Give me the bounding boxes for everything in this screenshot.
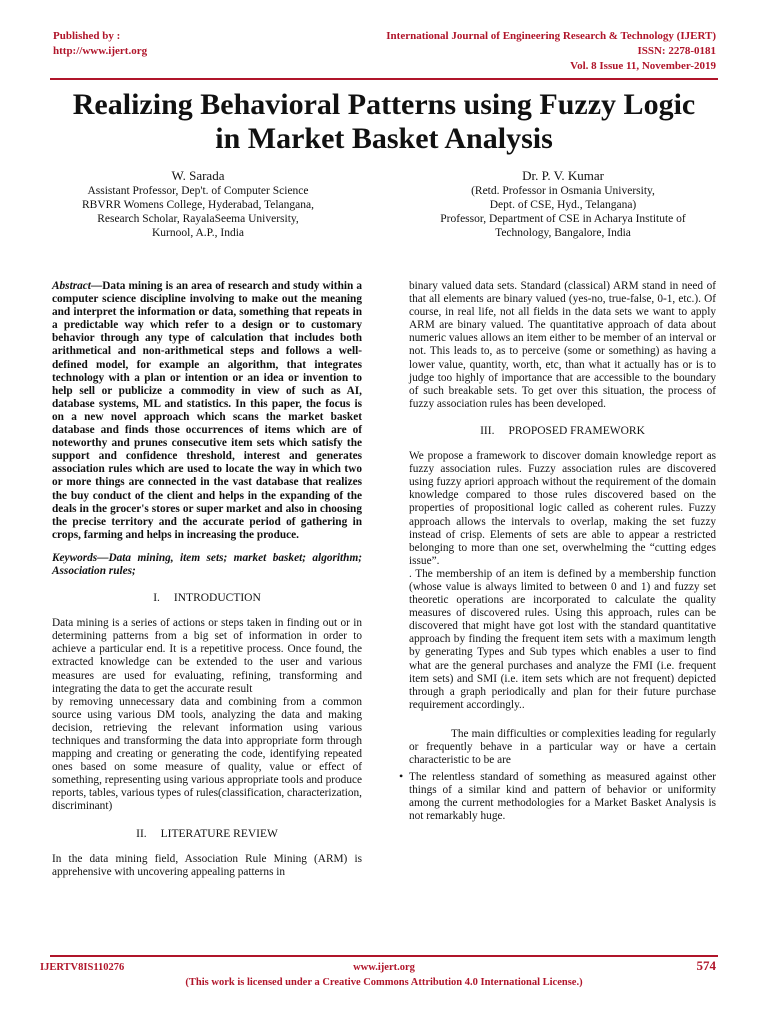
framework-paragraph: . The membership of an item is defined by a membership function (whose value is always limited to between 0 and 1) and fuzzy set theoretic operations are incorporated to calculate the quality measures of discovered rules. Using this approach, rules can be discovered that might have got lost with the standard quantitative approach by finding the frequent item sets with a maximum length by generating Types and Sub types which enables a user to find what are the general purchases and analyze the FMI (i.e. frequent item sets) and SMI (i.e. item sets which are not frequent) depicted through a graph periodically and plan for their future purchase requirement accordingly.. [409, 567, 716, 711]
publisher-url[interactable]: http://www.ijert.org [53, 45, 148, 57]
section-heading-literature-review: II. LITERATURE REVIEW [136, 827, 278, 840]
affiliation-line: Research Scholar, RayalaSeema University, [97, 213, 299, 225]
affiliation-line: Professor, Department of CSE in Acharya Institute of [440, 213, 686, 225]
right-column [409, 280, 716, 834]
author-name: Dr. P. V. Kumar [522, 168, 604, 183]
header-rule [50, 78, 718, 80]
author-2 [408, 167, 718, 240]
paper-title [40, 88, 728, 156]
framework-paragraph: We propose a framework to discover domain knowledge report as fuzzy association rules. Fuzzy association rules are discovered using fuzzy apriori approach without the requirement of the domain knowledge compared to those rules discovered based on the properties of propositional logic called as coherent rules. Fuzzy approach allows the intervals to overlap, making the set fuzzy instead of crisp. Elements of sets are able to appear a restricted belonging to more than one set, overwhelming the “cutting edges issue”. [409, 450, 716, 567]
section-heading-introduction: I. INTRODUCTION [153, 592, 261, 605]
title-line-1: Realizing Behavioral Patterns using Fuzzy Logic [72, 88, 696, 121]
affiliation-line: (Retd. Professor in Osmania University, [471, 185, 655, 197]
abstract-label: Abstract [52, 280, 91, 292]
author-name: W. Sarada [171, 168, 225, 183]
affiliation-line: Kurnool, A.P., India [152, 227, 244, 239]
bullet-item: • The relentless standard of something as measured against other things of a similar kind and pattern of behavior or uniformity among the current methodologies for a Market Basket Analysis is not remarkably huge. [409, 771, 716, 823]
paper-id: IJERTV8IS110276 [40, 962, 125, 973]
intro-paragraph: Data mining is a series of actions or steps taken in finding out or in determining patterns from a big set of information in order to achieve a particular end. It is a repetitive process. Once found, the extracted knowledge can be extended to the user and various measures are used for evaluating, refining, transforming and integrating the data to get the accurate result [52, 617, 362, 695]
affiliation-line: Technology, Bangalore, India [495, 227, 631, 239]
footer-rule [50, 955, 718, 957]
affiliation-line: RBVRR Womens College, Hyderabad, Telangana, [82, 199, 314, 211]
literature-paragraph: In the data mining field, Association Rule Mining (ARM) is apprehensive with uncovering appealing patterns in [52, 852, 362, 878]
abstract [52, 280, 362, 542]
keywords: Keywords—Data mining, item sets; market basket; algorithm; Association rules; [52, 551, 362, 577]
affiliation-line: Assistant Professor, Dep't. of Computer Science [87, 185, 309, 197]
left-column [52, 280, 362, 889]
issn: ISSN: 2278-0181 [637, 45, 716, 57]
license-note: (This work is licensed under a Creative Commons Attribution 4.0 International License.) [185, 977, 583, 988]
intro-paragraph: by removing unnecessary data and combining from a common source using various DM tools, analyzing the data and making decision, retrieving the relevant information using various techniques and transforming the data into appropriate form through mapping and creating or generating the code, identifying repeated ones based on some measure of quality, value or effect of something, representing using various appropriate tools and produce reports, tables, various types of rules(classification, characterization, discriminant) [52, 695, 362, 813]
page-number: 574 [696, 958, 716, 973]
header-right [386, 29, 716, 74]
section-heading-proposed-framework: III. PROPOSED FRAMEWORK [480, 424, 645, 437]
title-line-2: in Market Basket Analysis [215, 122, 553, 155]
header-left [53, 29, 147, 59]
affiliation-line: Dept. of CSE, Hyd., Telangana) [489, 199, 637, 211]
publisher-label: Published by : [53, 30, 121, 42]
arm-paragraph: binary valued data sets. Standard (classical) ARM stand in need of that all elements are binary valued (yes-no, true-false, 0-1, etc.). Of course, in real life, not all fields in the data sets we want to apply ARM are binary valued. The quantitative approach of data about numeric values allows an item either to be member of an interval or not. This leads to, as to perceive (some or something) as having a lower value, quantity, worth, etc, than what it actually has or is to judge too highly of importance that are accessible to the boundary of such breakable sets. To get over this situation, the process of fuzzy association rules has been developed. [409, 280, 716, 410]
author-1 [52, 167, 344, 240]
difficulties-paragraph: The main difficulties or complexities leading for regularly or frequently behave in a particular way or have a certain characteristic to be are [409, 727, 716, 767]
footer-site-link[interactable]: www.ijert.org [353, 962, 415, 973]
abstract-text: —Data mining is an area of research and study within a computer science discipline involving to make out the meaning and interpret the information or data, something that repeats in a predictable way which refer to a design or to customary behavior through any type of calculation that includes both arithmetical and non-arithmetical steps and follows a well-defined model, for example an algorithm, that integrates technology with a plan or intention or an idea or invention to help sell or publicize a commodity in view of such as AI, database systems, ML and statistics. In this paper, the focus is on a new novel approach which scans the market basket database and finds those occurrences of items which are of noteworthy and prunes consecutive item sets which satisfy the support and confidence threshold, interest and generates association rules which are used to locate the way in which two or more things are connected in the vast database that realizes the buy conduct of the client and helps in the expanding of the deals in the grocer's stores or super market and also in choosing the precise territory and the accurate period of gathering in crops, farming and helps in increasing the produce. [52, 280, 362, 541]
journal-name: International Journal of Engineering Research & Technology (IJERT) [386, 30, 716, 42]
volume-issue: Vol. 8 Issue 11, November-2019 [570, 60, 716, 72]
